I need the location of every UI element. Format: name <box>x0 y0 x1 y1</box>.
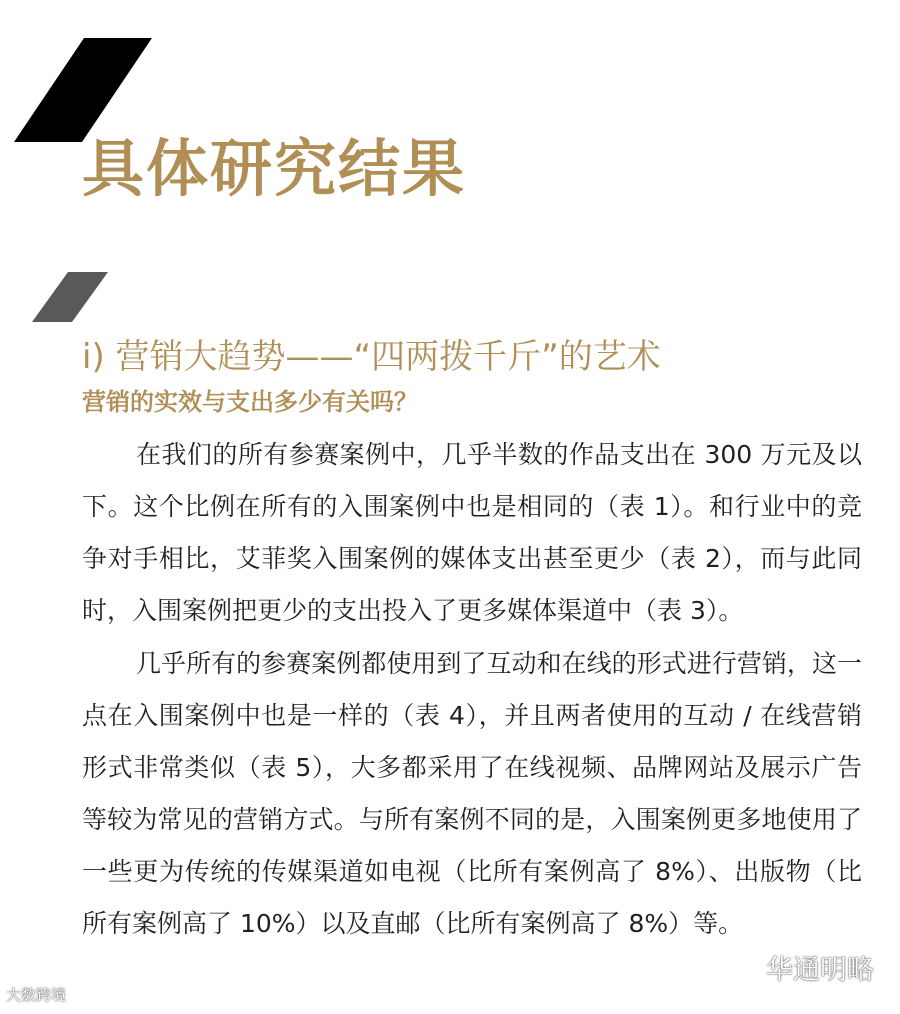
body-paragraph-2: 几乎所有的参赛案例都使用到了互动和在线的形式进行营销，这一点在入围案例中也是一样的（表 4），并且两者使用的互动 / 在线营销形式非常类似（表 5），大多都采用了在线视频、品牌网站及展示广告等较为常见的营销方式。与所有案例不同的是，入围案例更多地使用了一些更为传统的传媒渠道如电视（比所有案例高了 8%）、出版物（比所有案例高了 10%）以及直邮（比所有案例高了 8%）等。 <box>82 649 862 938</box>
section-question: 营销的实效与支出多少有关吗？ <box>82 388 418 416</box>
grey-parallelogram-decoration <box>32 272 108 322</box>
watermark-left-text: 大数跨境 <box>6 986 67 1004</box>
body-paragraph-1: 在我们的所有参赛案例中，几乎半数的作品支出在 300 万元及以下。这个比例在所有的入围案例中也是相同的（表 1）。和行业中的竞争对手相比，艾菲奖入围案例的媒体支出甚至更少（表 2），而与此同时，入围案例把更少的支出投入了更多媒体渠道中（表 3）。 <box>82 440 862 625</box>
wechat-icon <box>714 950 758 986</box>
page-heading: 具体研究结果 <box>82 132 467 205</box>
watermark-left <box>6 984 66 1005</box>
black-parallelogram-decoration <box>12 38 152 142</box>
watermark-right <box>714 948 874 987</box>
watermark-right-text: 华通明略 <box>766 955 874 986</box>
section-title: i) 营销大趋势——“四两拨千斤”的艺术 <box>82 337 661 377</box>
